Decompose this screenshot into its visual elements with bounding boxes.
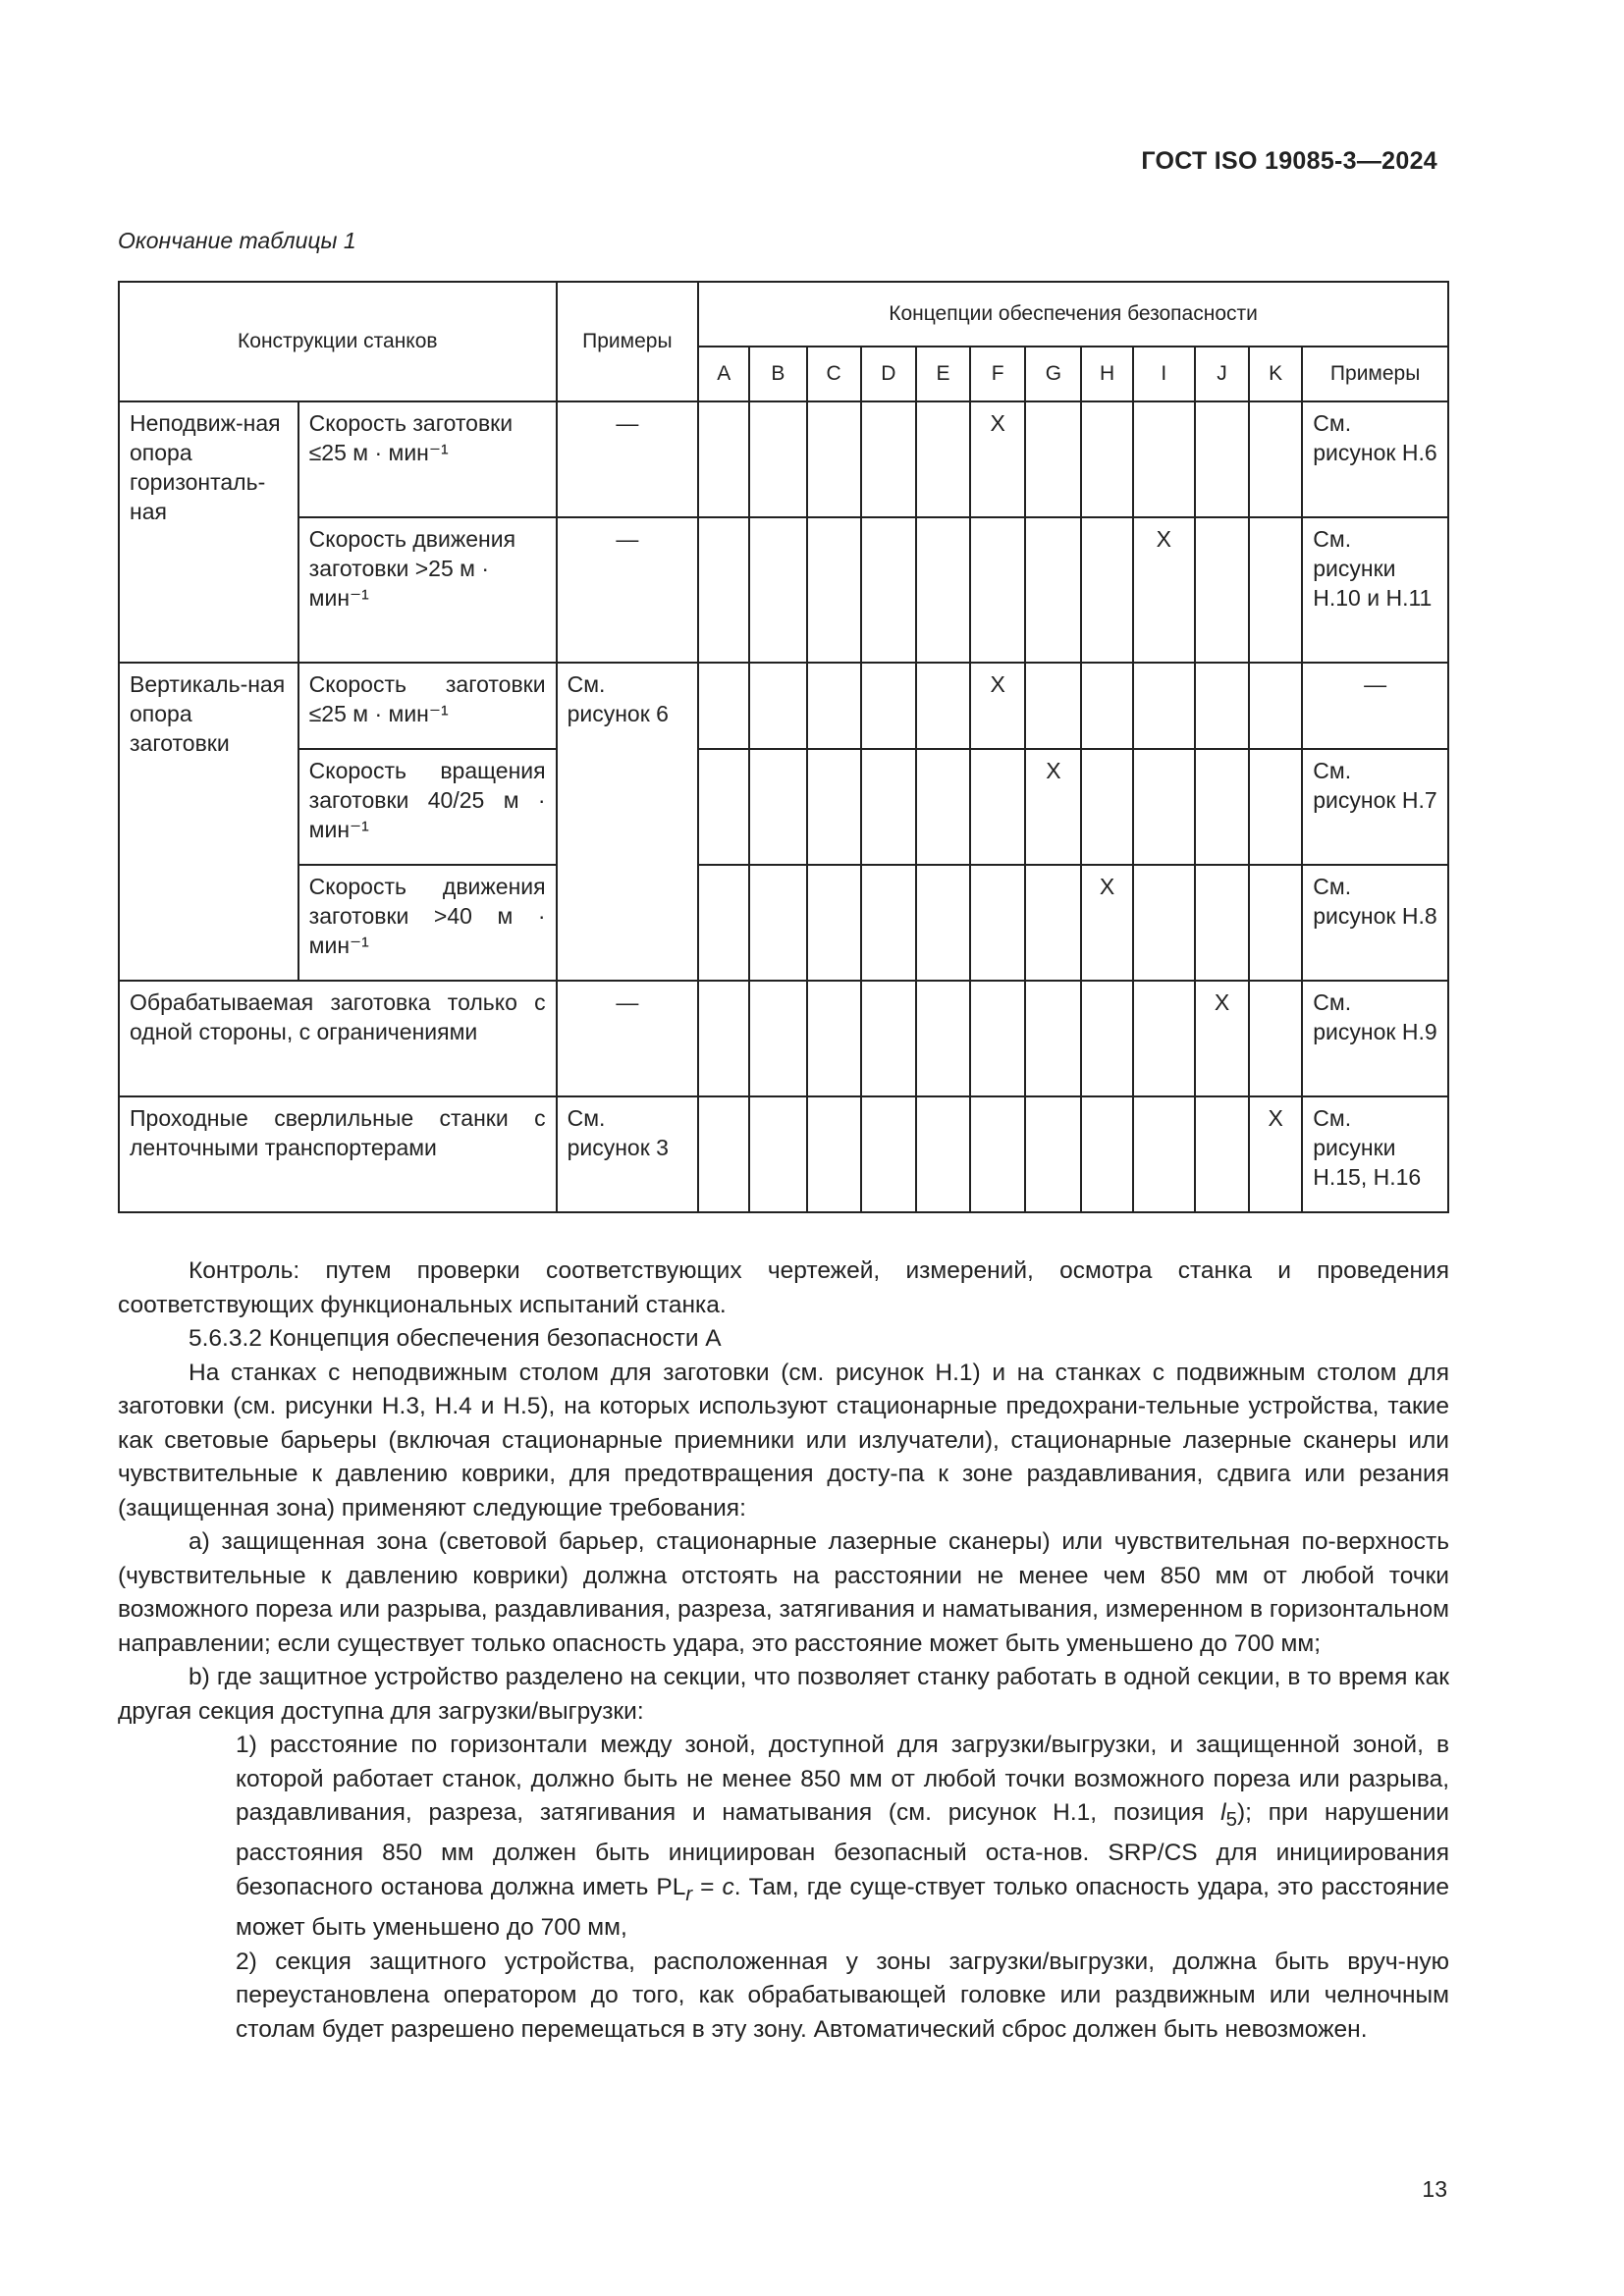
table-caption: Окончание таблицы 1: [118, 228, 356, 253]
example-cell: См. рисунок 3: [557, 1096, 699, 1212]
table-row: [119, 749, 1448, 865]
safety-concepts-table: [118, 281, 1449, 1213]
example-ref-cell: См. рисунок H.8: [1302, 865, 1448, 981]
construction-cell: Скорость заготовки ≤25 м · мин⁻¹: [298, 401, 557, 517]
section-heading: 5.6.3.2 Концепция обеспечения безопасности A: [189, 1325, 722, 1352]
mark-cell: X: [1133, 517, 1195, 663]
list-item-1: 1) расстояние по горизонтали между зоной, доступной для загрузки/выгрузки, и защищенной зоной, в которой работает станок, должно быть не менее 850 мм от любой точки возможного пореза или разрыва, раздавливания, разреза, затягивания и наматывания (см. рисунок H.1, позиция $l_5$); при нарушении расстояния 850 мм должен быть инициирован безопасный оста-нов. SRP/CS для инициирования безопасного останова должна иметь $PL_r = c$. Там, где суще-ствует только опасность удара, это расстояние может быть уменьшено до 700 мм,: [236, 1732, 1449, 1942]
header-letter-c: C: [807, 347, 861, 401]
mark-cell: X: [970, 663, 1025, 749]
header-letter-a: A: [698, 347, 749, 401]
document-id: ГОСТ ISO 19085-3—2024: [1141, 147, 1437, 175]
table-row: [119, 865, 1448, 981]
header-examples-2: Примеры: [1302, 347, 1448, 401]
construction-cell: Обрабатываемая заготовка только с одной стороны, с ограничениями: [119, 981, 557, 1096]
header-constructions: Конструкции станков: [119, 282, 557, 401]
example-cell: —: [557, 401, 699, 517]
header-letter-k: K: [1249, 347, 1302, 401]
mark-cell: X: [970, 401, 1025, 517]
header-letter-e: E: [916, 347, 970, 401]
mark-cell: X: [1025, 749, 1081, 865]
table-row: [119, 663, 1448, 749]
page-number: 13: [1422, 2176, 1447, 2202]
example-ref-cell: См. рисунки H.10 и H.11: [1302, 517, 1448, 663]
example-ref-cell: —: [1302, 663, 1448, 749]
body-text: [118, 1255, 1449, 2047]
construction-cell: Скорость заготовки ≤25 м · мин⁻¹: [298, 663, 557, 749]
paragraph-control: Контроль: путем проверки соответствующих чертежей, измерений, осмотра станка и проведения соответствующих функциональных испытаний станка.: [118, 1257, 1449, 1318]
example-ref-cell: См. рисунки H.15, H.16: [1302, 1096, 1448, 1212]
list-item-2: 2) секция защитного устройства, расположенная у зоны загрузки/выгрузки, должна быть вруч-ную переустановлена оператором до того, как обрабатывающей головке или раздвижным или челночным столам будет разрешено перемещаться в эту зону. Автоматический сброс должен быть невозможен.: [236, 1948, 1449, 2043]
list-item-a: a) защищенная зона (световой барьер, стационарные лазерные сканеры) или чувствительная по-верхность (чувствительные к давлению коврики) должна отстоять на расстоянии не менее чем 850 мм от любой точки возможного пореза или разрыва, раздавливания, разреза, затягивания и наматывания, измеренном в горизонтальном направлении; если существует только опасность удара, это расстояние может быть уменьшено до 700 мм;: [118, 1528, 1449, 1657]
mark-cell: X: [1081, 865, 1132, 981]
group-label-fixed-horizontal: Неподвиж-ная опора горизонталь-ная: [119, 401, 298, 663]
list-item-b: b) где защитное устройство разделено на секции, что позволяет станку работать в одной секции, в то время как другая секция доступна для загрузки/выгрузки:: [118, 1664, 1449, 1725]
header-letter-i: I: [1133, 347, 1195, 401]
header-letter-j: J: [1195, 347, 1249, 401]
example-cell: —: [557, 517, 699, 663]
group-label-vertical: Вертикаль-ная опора заготовки: [119, 663, 298, 981]
construction-cell: Скорость вращения заготовки 40/25 м · мин⁻¹: [298, 749, 557, 865]
header-letter-g: G: [1025, 347, 1081, 401]
header-safety-concepts: Концепции обеспечения безопасности: [698, 282, 1448, 347]
header-letter-b: B: [749, 347, 806, 401]
header-examples: Примеры: [557, 282, 699, 401]
example-cell: См. рисунок 6: [557, 663, 699, 981]
table-row: [119, 517, 1448, 663]
header-letter-d: D: [861, 347, 916, 401]
table-row: [119, 981, 1448, 1096]
example-ref-cell: См. рисунок H.6: [1302, 401, 1448, 517]
example-ref-cell: См. рисунок H.7: [1302, 749, 1448, 865]
construction-cell: Скорость движения заготовки >25 м · мин⁻¹: [298, 517, 557, 663]
mark-cell: X: [1249, 1096, 1302, 1212]
header-letter-f: F: [970, 347, 1025, 401]
example-ref-cell: См. рисунок H.9: [1302, 981, 1448, 1096]
table-row: [119, 401, 1448, 517]
table-row: [119, 1096, 1448, 1212]
construction-cell: Скорость движения заготовки >40 м · мин⁻¹: [298, 865, 557, 981]
paragraph-intro: На станках с неподвижным столом для заготовки (см. рисунок H.1) и на станках с подвижным столом для заготовки (см. рисунки H.3, H.4 и H.5), на которых используют стационарные предохрани-тельные устройства, такие как световые барьеры (включая стационарные приемники или излучатели), стационарные лазерные сканеры или чувствительные к давлению коврики, для предотвращения досту-па к зоне раздавливания, сдвига или резания (защищенная зона) применяют следующие требования:: [118, 1359, 1449, 1522]
example-cell: —: [557, 981, 699, 1096]
construction-cell: Проходные сверлильные станки с ленточными транспортерами: [119, 1096, 557, 1212]
header-letter-h: H: [1081, 347, 1132, 401]
mark-cell: X: [1195, 981, 1249, 1096]
